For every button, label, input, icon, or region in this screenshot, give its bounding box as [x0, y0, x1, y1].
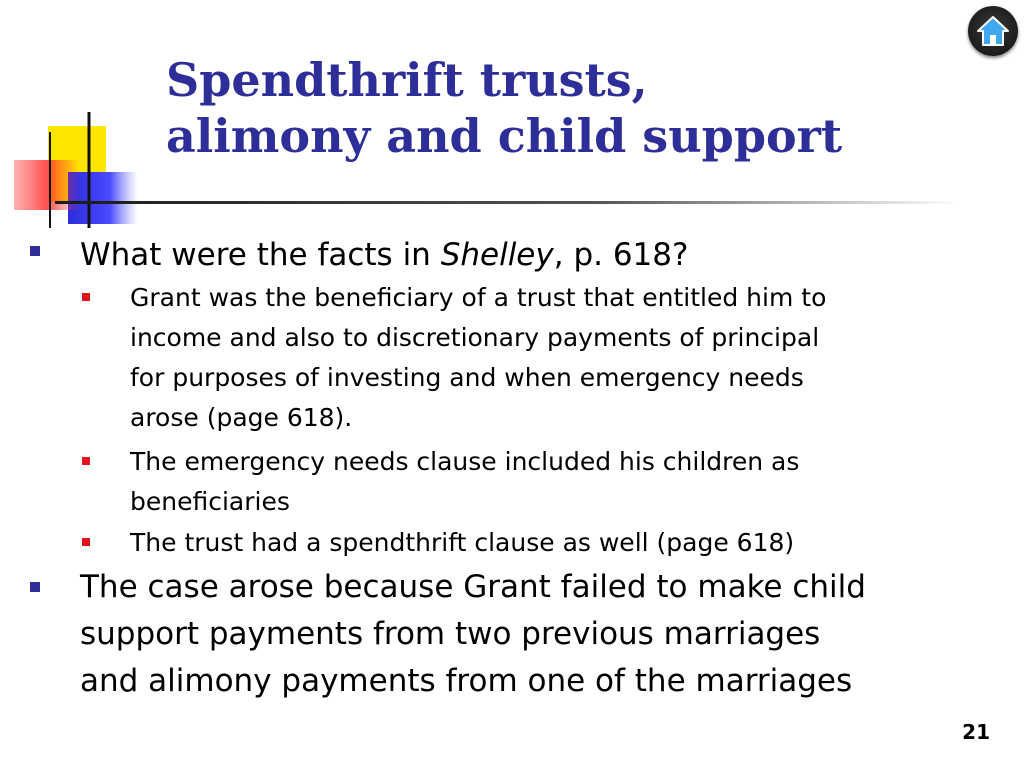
slide-title	[166, 52, 966, 164]
case-name: Shelley	[440, 237, 554, 273]
sub-bullet-3-text: The trust had a spendthrift clause as well (page 618)	[130, 528, 795, 557]
sub-bullet-square-icon	[82, 457, 90, 465]
bullet-2-text: The case arose because Grant failed to make child support payments from two previous marriages and alimony payments from one of the marriages	[80, 569, 866, 699]
slide-number: 21	[962, 720, 990, 744]
bullet-square-icon	[30, 246, 40, 256]
bullet-1-text	[80, 232, 980, 279]
sub-bullet-square-icon	[82, 538, 90, 546]
title-line-2: alimony and child support	[166, 109, 843, 163]
sub-bullet-square-icon	[82, 293, 90, 301]
sub-bullet-2-text: The emergency needs clause included his children as beneficiaries	[130, 447, 800, 516]
home-button[interactable]	[968, 6, 1018, 56]
home-icon	[975, 13, 1011, 49]
sub-bullet-1-text: Grant was the beneficiary of a trust that entitled him to income and also to discretionary payments of principal for purposes of investing and when emergency needs arose (page 618).	[130, 283, 827, 432]
title-line-1: Spendthrift trusts,	[166, 53, 648, 107]
bullet-1-pre: What were the facts in	[80, 237, 441, 273]
bullet-square-icon	[30, 582, 40, 592]
title-divider	[55, 201, 960, 204]
bullet-1-post: , p. 618?	[553, 237, 689, 273]
decorative-squares	[0, 0, 170, 240]
